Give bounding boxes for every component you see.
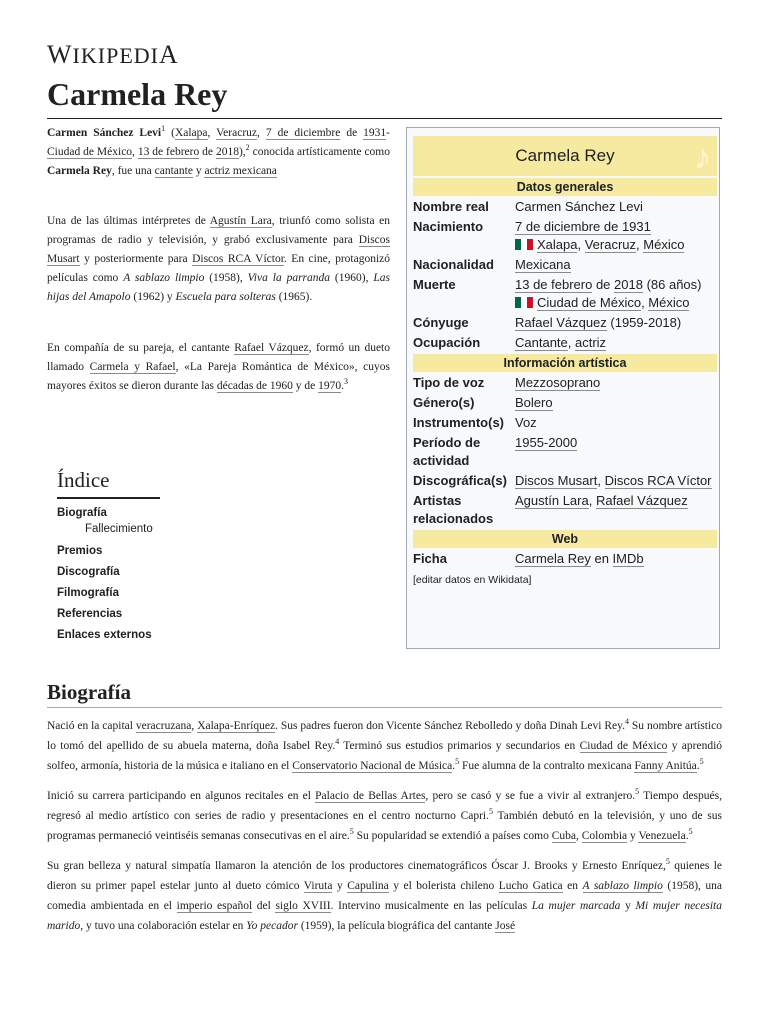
link-lucho-gatica[interactable]: Lucho Gatica (498, 880, 563, 892)
infobox-row-instrumento: Instrumento(s) Voz (413, 415, 537, 430)
link-mezzosoprano[interactable]: Mezzosoprano (515, 375, 601, 390)
ref-5[interactable]: 5 (699, 757, 704, 767)
music-note-icon: ♪ (694, 138, 711, 176)
link-cantante[interactable]: Cantante (515, 335, 568, 350)
toc-item-referencias[interactable]: Referencias (57, 608, 123, 620)
toc-item-filmografia[interactable]: Filmografía (57, 587, 119, 599)
link-birthdate[interactable]: 7 de diciembre (265, 127, 341, 139)
link-palacio-bellas-artes[interactable]: Palacio de Bellas Artes (315, 790, 426, 802)
table-of-contents (57, 468, 160, 646)
link-deathdate[interactable]: 13 de febrero (137, 146, 200, 158)
infobox-row-nacionalidad: Nacionalidad Mexicana (413, 257, 571, 272)
link-rafael-vazquez[interactable]: Rafael Vázquez (234, 342, 309, 354)
lead-paragraph-2: Una de las últimas intérpretes de Agustín Lara, triunfó como solista en programas de radio y televisión, y grabó exclusivamente para Discos Musart y posteriormente para Discos RCA Víctor. En cine, protagonizó películas como A sablazo limpio (1958), Viva la parranda (1960), Las hijas del Amapolo (1962) y Escuela para solteras (1965). (47, 215, 391, 303)
link-veracruz[interactable]: Veracruz (216, 127, 258, 139)
ref-3[interactable]: 3 (344, 377, 349, 387)
lead-paragraph-3: En compañía de su pareja, el cantante Rafael Vázquez, formó un dueto llamado Carmela y Rafael, «La Pareja Romántica de México», cuyos mayores éxitos se dieron durante las décadas de 1960 y de 1970.$^3$ (47, 342, 390, 392)
film-title: Yo pecador (246, 920, 298, 932)
infobox-section-general: Datos generales (413, 178, 717, 196)
infobox-row-ficha: Ficha Carmela Rey en IMDb (413, 551, 644, 566)
link-mexico[interactable]: México (643, 237, 685, 252)
ref-2[interactable]: 2 (245, 143, 250, 153)
page-title: Carmela Rey (47, 76, 228, 112)
toc-title: Índice (57, 468, 160, 499)
link-rafael-vazquez[interactable]: Rafael Vázquez (515, 315, 607, 330)
link-capulina[interactable]: Capulina (347, 880, 389, 892)
mexico-flag-icon (515, 297, 533, 308)
link-carmela-y-rafael[interactable]: Carmela y Rafael (89, 361, 176, 373)
bio-paragraph-2: Inició su carrera participando en algunos recitales en el Palacio de Bellas Artes, pero se casó y se fue a vivir al extranjero.$^5$ Tiempo después, regresó al medio artístico con series de radio y presentaciones en el centro nocturno Capri.$^5$ También debutó en la televisión, y uno de sus programas permaneció veintiséis semanas consecutivas en el aire.$^5$ Su popularidad se extendió a países como Cuba, Colombia y Venezuela.$^5$ (47, 787, 722, 842)
infobox-row-nacimiento: Nacimiento 7 de diciembre de 1931 Xalapa, Veracruz, México (413, 219, 685, 252)
infobox-section-web: Web (413, 530, 717, 548)
link-xalapa[interactable]: Xalapa (174, 127, 208, 139)
link-deathyear[interactable]: 2018 (215, 146, 239, 158)
link-venezuela[interactable]: Venezuela (638, 830, 686, 842)
infobox-row-artistas: Artistas relacionados Agustín Lara, Rafael Vázquez (413, 493, 688, 526)
link-xalapa[interactable]: Xalapa (537, 237, 578, 252)
film-title: Mi mujer necesita marido (47, 900, 722, 932)
ref-4[interactable]: 4 (335, 737, 340, 747)
ref-5[interactable]: 5 (665, 857, 670, 867)
link-death-year[interactable]: 2018 (614, 277, 643, 292)
section-divider (47, 707, 722, 708)
link-veracruz[interactable]: Veracruz (584, 237, 637, 252)
bio-paragraph-1: Nació en la capital veracruzana, Xalapa-Enríquez. Sus padres fueron don Vicente Sánchez Rebolledo y doña Dinah Levi Rey.$^4$ Su nombre artístico lo tomó del apellido de su abuela materna, doña Isabel Rey.$^4$ Terminó sus estudios primarios y secundarios en Ciudad de México y aprendió solfeo, armonía, historia de la música e italiano en el Conservatorio Nacional de Música.$^5$ Fue alumna de la contralto mexicana Fanny Anitúa.$^5$ (47, 717, 723, 772)
ref-5[interactable]: 5 (688, 827, 693, 837)
ref-1[interactable]: 1 (161, 124, 166, 134)
link-imdb[interactable]: IMDb (612, 551, 644, 566)
infobox-title: Carmela Rey ♪ (413, 136, 717, 176)
link-discos-musart[interactable]: Discos Musart (515, 473, 598, 488)
ref-5[interactable]: 5 (349, 827, 354, 837)
link-ciudad-de-mexico[interactable]: Ciudad de México (537, 295, 642, 310)
bio-paragraph-3: Su gran belleza y natural simpatía llamaron la atención de los productores cinematográficos Óscar J. Brooks y Ernesto Enríquez,$^5$ quienes le dieron su primer papel estelar junto al dueto cómico Viruta y Capulina y el bolerista chileno Lucho Gatica en A sablazo limpio (1958), una comedia ambientada en el imperio español del siglo XVIII. Intervino musicalmente en las películas La mujer marcada y Mi mujer necesita marido, y tuvo una colaboración estelar en Yo pecador (1959), la película biográfica del cantante José (47, 857, 723, 932)
infobox-row-voz: Tipo de voz Mezzosoprano (413, 375, 601, 390)
link-1970[interactable]: 1970 (318, 380, 342, 392)
birth-name: Carmen Sánchez Levi (47, 127, 162, 139)
link-fanny-anitua[interactable]: Fanny Anitúa (634, 760, 697, 772)
infobox-row-discografica: Discográfica(s) Discos Musart, Discos RCA Víctor (413, 473, 712, 488)
link-cantante[interactable]: cantante (154, 165, 193, 177)
infobox-row-nombre: Nombre real Carmen Sánchez Levi (413, 199, 643, 214)
toc-item-enlaces-externos[interactable]: Enlaces externos (57, 629, 152, 641)
link-viruta[interactable]: Viruta (303, 880, 333, 892)
film-title: La mujer marcada (531, 900, 621, 912)
link-jose[interactable]: José (495, 920, 516, 932)
link-agustin-lara[interactable]: Agustín Lara (515, 493, 589, 508)
link-veracruzana[interactable]: veracruzana (135, 720, 192, 732)
toc-item-biografia[interactable]: Biografía (57, 507, 107, 519)
infobox-row-muerte: Muerte 13 de febrero de 2018 (86 años) Ciudad de México, México (413, 277, 702, 310)
link-cuba[interactable]: Cuba (551, 830, 577, 842)
mexico-flag-icon (515, 239, 533, 250)
wikipedia-logo[interactable]: WIKIPEDIA (47, 40, 179, 69)
link-periodo[interactable]: 1955-2000 (515, 435, 578, 450)
lead-paragraph-1: Carmen Sánchez Levi$^1$ (Xalapa, Veracruz, 7 de diciembre de 1931-Ciudad de México, 13 de febrero de 2018),$^2$ conocida artísticamente como Carmela Rey, fue una cantante y actriz mexicana (47, 124, 390, 177)
film-title[interactable]: A sablazo limpio (123, 272, 205, 284)
link-mexico[interactable]: México (648, 295, 690, 310)
ref-5[interactable]: 5 (635, 787, 640, 797)
infobox-row-periodo: Período de actividad 1955-2000 (413, 435, 578, 468)
infobox (406, 127, 720, 649)
ref-5[interactable]: 5 (455, 757, 460, 767)
title-divider (47, 118, 722, 119)
ref-4[interactable]: 4 (625, 717, 629, 727)
link-xalapa-enriquez[interactable]: Xalapa-Enríquez (197, 720, 276, 732)
film-title[interactable]: Las hijas del Amapolo (47, 272, 390, 303)
link-birth-date[interactable]: 7 de diciembre de 1931 (515, 219, 651, 234)
link-bolero[interactable]: Bolero (515, 395, 553, 410)
link-conservatorio[interactable]: Conservatorio Nacional de Música (292, 760, 453, 772)
link-agustin-lara[interactable]: Agustín Lara (209, 215, 272, 227)
link-ciudad-de-mexico[interactable]: Ciudad de México (47, 146, 133, 158)
link-imperio-espanol[interactable]: imperio español (176, 900, 253, 912)
link-siglo-xviii[interactable]: siglo XVIII (275, 900, 331, 912)
toc-item-discografia[interactable]: Discografía (57, 566, 120, 578)
ref-5[interactable]: 5 (489, 807, 493, 817)
link-a-sablazo-limpio[interactable]: A sablazo limpio (582, 880, 663, 892)
link-actriz[interactable]: actriz (575, 335, 607, 350)
link-actriz-mexicana[interactable]: actriz mexicana (204, 165, 277, 177)
infobox-row-ocupacion: Ocupación Cantante, actriz (413, 335, 607, 350)
infobox-section-artistica: Información artística (413, 354, 717, 372)
section-heading-biografia: Biografía (47, 680, 131, 704)
edit-wikidata-link[interactable]: [editar datos en Wikidata] (413, 574, 532, 586)
link-colombia[interactable]: Colombia (581, 830, 628, 842)
toc-item-fallecimiento[interactable]: Fallecimiento (85, 523, 153, 535)
link-birthyear[interactable]: 1931 (363, 127, 387, 139)
link-discos-musart[interactable]: Discos Musart (47, 234, 390, 265)
biography-text (47, 716, 722, 946)
link-mexicana[interactable]: Mexicana (515, 257, 571, 272)
infobox-row-conyuge: Cónyuge Rafael Vázquez (1959-2018) (413, 315, 682, 330)
film-title[interactable]: Viva la parranda (247, 272, 331, 284)
link-rafael-vazquez[interactable]: Rafael Vázquez (595, 493, 688, 508)
link-discos-rca-victor[interactable]: Discos RCA Víctor (604, 473, 712, 488)
link-decadas-1960[interactable]: décadas de 1960 (216, 380, 293, 392)
link-carmela-rey-imdb[interactable]: Carmela Rey (515, 551, 591, 566)
infobox-row-genero: Género(s) Bolero (413, 395, 553, 410)
stage-name: Carmela Rey (47, 165, 112, 177)
link-discos-rca-victor[interactable]: Discos RCA Víctor (192, 253, 284, 265)
link-death-date[interactable]: 13 de febrero (515, 277, 593, 292)
toc-item-premios[interactable]: Premios (57, 545, 103, 557)
film-title[interactable]: Escuela para solteras (175, 291, 276, 303)
link-ciudad-de-mexico[interactable]: Ciudad de México (579, 740, 668, 752)
